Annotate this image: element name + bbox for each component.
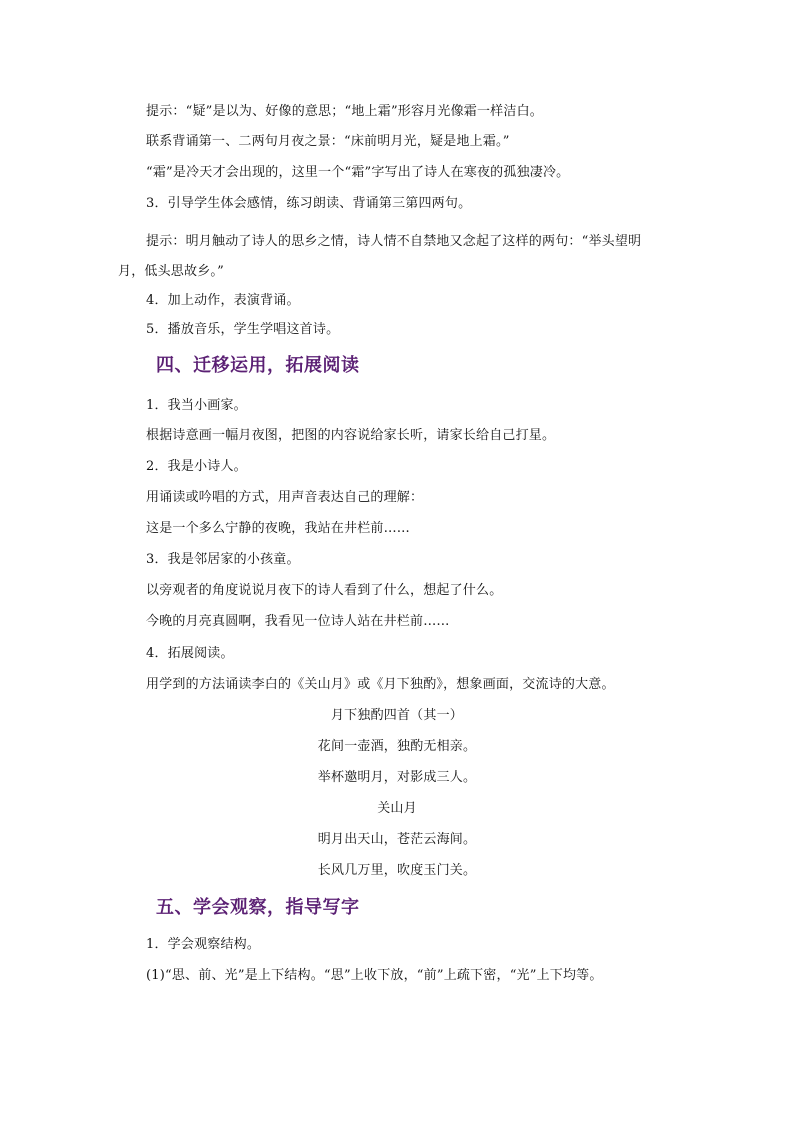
paragraph-hint-homesick-cont: 月，低头思故乡。”	[118, 264, 224, 279]
paragraph-step-4: 4．加上动作，表演背诵。	[146, 293, 300, 308]
section-heading-5: 五、学会观察，指导写字	[156, 897, 360, 918]
poem-title-yuexiaduzhuo: 月下独酌四首（其一）	[330, 708, 463, 723]
paragraph-hint-yi: 提示：“疑”是以为、好像的意思；“地上霜”形容月光像霜一样洁白。	[146, 104, 543, 119]
paragraph-hint-homesick: 提示：明月触动了诗人的思乡之情，诗人情不自禁地又念起了这样的两句：“举头望明	[146, 234, 642, 249]
paragraph-frost-explanation: “霜”是冷天才会出现的，这里一个“霜”字写出了诗人在寒夜的孤独凄冷。	[146, 165, 570, 180]
paragraph-structure-detail: (1)“思、前、光”是上下结构。“思”上收下放，“前”上疏下密，“光”上下均等。	[146, 968, 603, 983]
paragraph-item-4: 4．拓展阅读。	[146, 646, 234, 661]
paragraph-step-5: 5．播放音乐，学生学唱这首诗。	[146, 322, 340, 337]
paragraph-moon-round: 今晚的月亮真圆啊，我看见一位诗人站在井栏前……	[146, 614, 450, 629]
poem-title-guanshanyue: 关山月	[377, 801, 417, 816]
paragraph-recite-first-lines: 联系背诵第一、二两句月夜之景：“床前明月光，疑是地上霜。”	[146, 134, 510, 149]
paragraph-recite-method: 用诵读或吟唱的方式，用声音表达自己的理解：	[146, 490, 424, 505]
poem-line: 明月出天山，苍茫云海间。	[317, 832, 477, 847]
paragraph-item-2: 2．我是小诗人。	[146, 459, 247, 474]
poem-line: 举杯邀明月，对影成三人。	[317, 770, 477, 785]
paragraph-observer: 以旁观者的角度说说月夜下的诗人看到了什么，想起了什么。	[146, 583, 503, 598]
paragraph-item-1: 1．我当小画家。	[146, 398, 247, 413]
paragraph-step-3: 3．引导学生体会感情，练习朗读、背诵第三第四两句。	[146, 196, 472, 211]
poem-line: 花间一壶酒，独酌无相亲。	[317, 739, 477, 754]
paragraph-draw-picture: 根据诗意画一幅月夜图，把图的内容说给家长听，请家长给自己打星。	[146, 428, 556, 443]
section-heading-4: 四、迁移运用，拓展阅读	[156, 355, 360, 376]
paragraph-observe-structure: 1．学会观察结构。	[146, 937, 261, 952]
paragraph-quiet-night: 这是一个多么宁静的夜晚，我站在井栏前……	[146, 521, 411, 536]
paragraph-item-3: 3．我是邻居家的小孩童。	[146, 552, 300, 567]
paragraph-extended-reading: 用学到的方法诵读李白的《关山月》或《月下独酌》，想象画面，交流诗的大意。	[146, 677, 615, 692]
poem-line: 长风几万里，吹度玉门关。	[317, 863, 477, 878]
